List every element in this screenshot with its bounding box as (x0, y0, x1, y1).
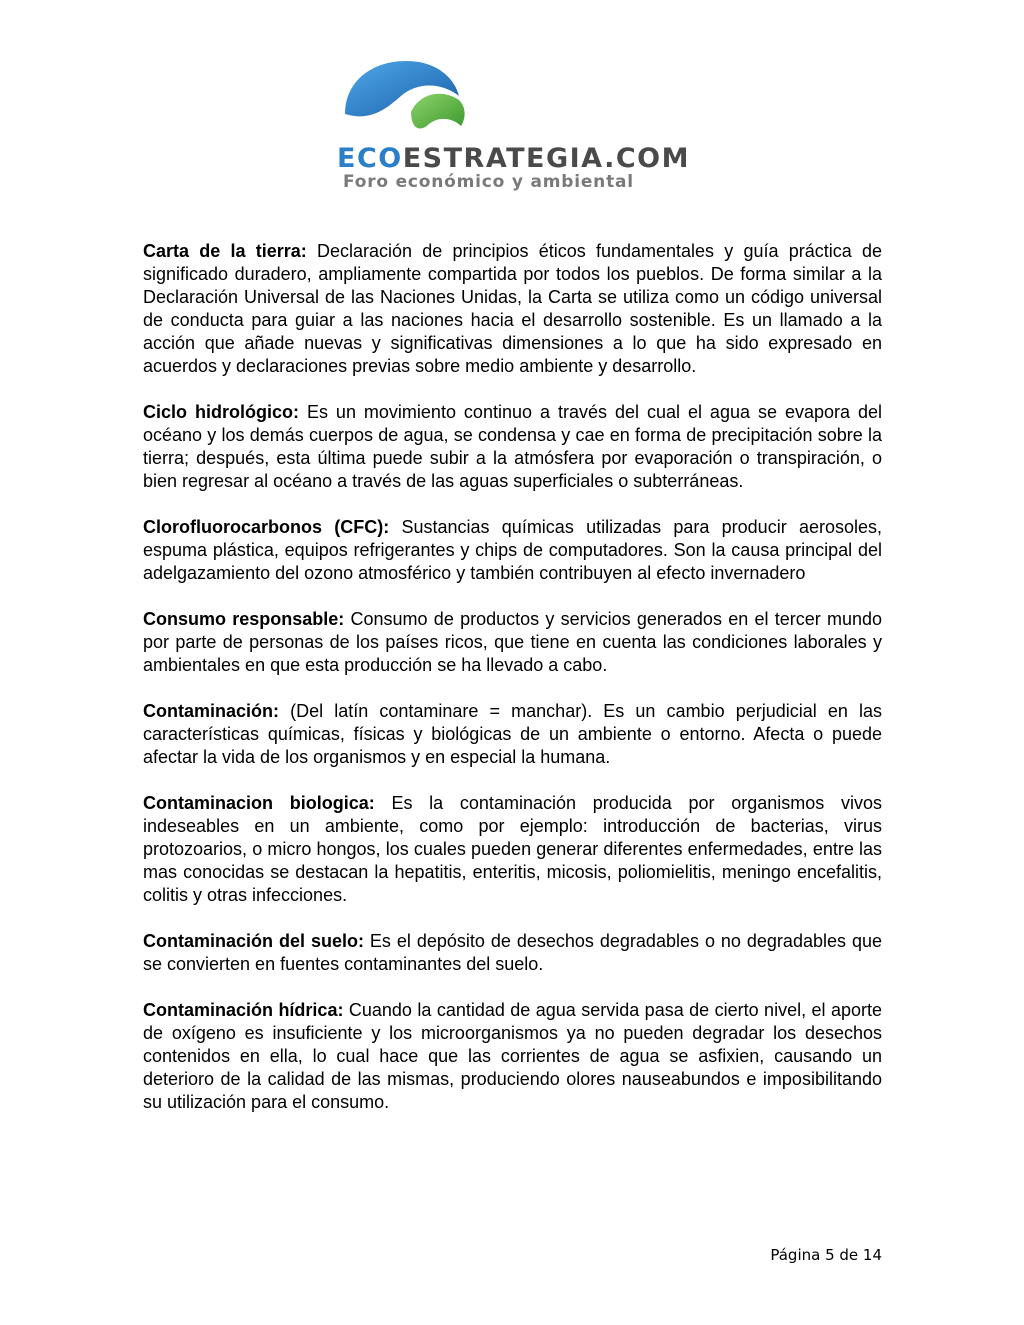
glossary-term: Consumo responsable: (143, 609, 345, 629)
glossary-entry (143, 999, 882, 1114)
glossary-entry (143, 240, 882, 378)
glossary-definition: (Del latín contaminare = manchar). Es un cambio perjudicial en las características químicas, físicas y biológicas de un ambiente o entorno. Afecta o puede afectar la vida de los organismos y en especial la humana. (143, 701, 882, 767)
glossary-definition: Cuando la cantidad de agua servida pasa de cierto nivel, el aporte de oxígeno es insuficiente y los microorganismos ya no pueden degradar los desechos contenidos en ella, lo cual hace que las corrientes de agua se asfixien, causando un deterioro de la calidad de las mismas, produciendo olores nauseabundos e imposibilitando su utilización para el consumo. (143, 1000, 882, 1112)
glossary-definition: Es la contaminación producida por organismos vivos indeseables en un ambiente, como por ejemplo: introducción de bacterias, virus protozoarios, o micro hongos, los cuales pueden generar diferentes enfermedades, entre las mas conocidas se destacan la hepatitis, enteritis, micosis, poliomielitis, meningo encefalitis, colitis y otras infecciones. (143, 793, 882, 905)
glossary-term: Carta de la tierra: (143, 241, 307, 261)
brand-name (337, 144, 690, 174)
glossary-entry (143, 401, 882, 493)
glossary-entry (143, 792, 882, 907)
glossary-entry (143, 608, 882, 677)
brand-rest: ESTRATEGIA.COM (402, 143, 690, 174)
logo-wave-icon (341, 56, 471, 140)
glossary-entry (143, 516, 882, 585)
glossary-definition: Es un movimiento continuo a través del cual el agua se evapora del océano y los demás cuerpos de agua, se condensa y cae en forma de precipitación sobre la tierra; después, esta última puede subir a la atmósfera por evaporación o transpiración, o bien regresar al océano a través de las aguas superficiales o subterráneas. (143, 402, 882, 491)
glossary-term: Contaminación: (143, 701, 280, 721)
glossary-definition: Declaración de principios éticos fundamentales y guía práctica de significado duradero, ampliamente compartida por todos los pueblos. De forma similar a la Declaración Universal de las Naciones Unidas, la Carta se utiliza como un código universal de conducta para guiar a las naciones hacia el desarrollo sostenible. Es un llamado a la acción que añade nuevas y significativas dimensiones a lo que ha sido expresado en acuerdos y declaraciones previas sobre medio ambiente y desarrollo. (143, 241, 883, 376)
glossary-content (143, 240, 882, 1137)
glossary-definition: Es el depósito de desechos degradables o no degradables que se convierten en fuentes contaminantes del suelo. (143, 931, 882, 974)
logo (337, 56, 690, 196)
glossary-entry (143, 930, 882, 976)
glossary-term: Clorofluorocarbonos (CFC): (143, 517, 390, 537)
page-number: Página 5 de 14 (770, 1246, 882, 1264)
glossary-definition: Sustancias químicas utilizadas para producir aerosoles, espuma plástica, equipos refrigerantes y chips de computadores. Son la causa principal del adelgazamiento del ozono atmosférico y también contribuyen al efecto invernadero (143, 517, 882, 583)
glossary-definition: Consumo de productos y servicios generados en el tercer mundo por parte de personas de los países ricos, que tiene en cuenta las condiciones laborales y ambientales en que esta producción se ha llevado a cabo. (143, 609, 883, 675)
glossary-entry (143, 700, 882, 769)
glossary-term: Contaminación del suelo: (143, 931, 364, 951)
glossary-term: Ciclo hidrológico: (143, 402, 299, 422)
glossary-term: Contaminacion biologica: (143, 793, 375, 813)
brand-tagline: Foro económico y ambiental (343, 172, 634, 192)
brand-eco: ECO (337, 143, 403, 174)
glossary-term: Contaminación hídrica: (143, 1000, 344, 1020)
